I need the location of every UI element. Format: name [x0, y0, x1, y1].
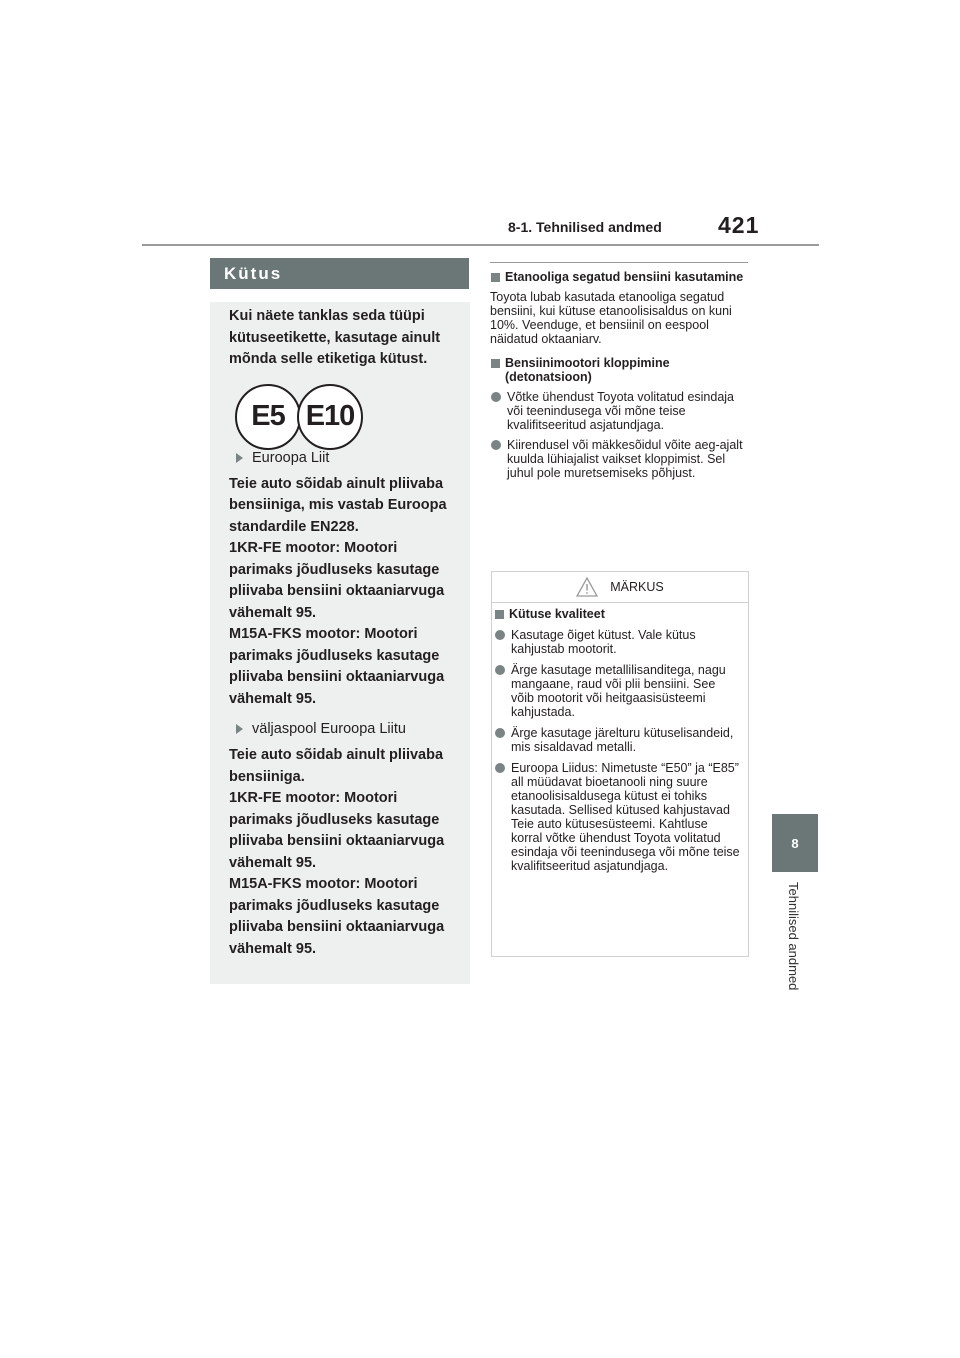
knocking-heading — [490, 356, 749, 384]
notice-heading-text: Kütuse kvaliteet — [509, 607, 605, 621]
fuel-labels — [235, 384, 458, 450]
fuel-section-header: Kütus — [210, 258, 469, 289]
ethanol-heading — [490, 270, 749, 284]
chapter-tab-number: 8 — [772, 814, 818, 872]
non-eu-paragraph: 1KR-FE mootor: Mootori parimaks jõudluseks kasutage pliivaba bensiini oktaaniarvuga vähemalt 95. — [229, 790, 445, 871]
notice-bullet — [494, 726, 740, 754]
round-bullet-icon — [495, 630, 505, 640]
triangle-bullet-icon — [236, 724, 243, 734]
region-label: Euroopa Liit — [252, 449, 330, 466]
eu-paragraph: Teie auto sõidab ainult pliivaba bensiiniga, mis vastab Euroopa standardile EN228. — [229, 475, 447, 535]
round-bullet-icon — [495, 665, 505, 675]
fuel-info-box — [210, 302, 470, 984]
notice-bullet-text: Ärge kasutage metallilisanditega, nagu mangaane, raud või plii bensiini. See võib mootorit või heitgaasisüsteemi kahjustada. — [511, 663, 726, 719]
fuel-label-e10-icon: E10 — [297, 384, 363, 450]
round-bullet-icon — [491, 440, 501, 450]
knocking-bullet-text: Võtke ühendust Toyota volitatud esindaja või teenindusega või mõne teise kvalifitseeritud asjatundjaga. — [507, 390, 735, 432]
notice-bullet — [494, 663, 740, 719]
square-bullet-icon — [491, 273, 500, 282]
ethanol-text: Toyota lubab kasutada etanooliga segatud bensiini, kui kütuse etanoolisisaldus on kuni 10%. Veenduge, et bensiinil on eespool näidatud oktaaniarv. — [490, 290, 732, 346]
triangle-bullet-icon — [236, 453, 243, 463]
region-label: väljaspool Euroopa Liitu — [252, 721, 406, 737]
fuel-label-e5-icon: E5 — [235, 384, 301, 450]
warning-triangle-icon — [576, 577, 598, 597]
notice-bullet-text: Euroopa Liidus: Nimetuste “E50” ja “E85” all müüdavat bioetanooli ning suure etanoolisisaldusega kütust ei tohiks kasutada. Sellised kütused kahjustavad Teie auto kütusesüsteemi. Kahtluse korral võtke ühendust Toyota volitatud esindaja või teenindusega või mõne teise kvalifitseeritud asjatundjaga. — [511, 761, 740, 873]
knocking-heading-text: Bensiinimootori kloppimine (detonatsioon) — [505, 356, 670, 384]
notice-title: MÄRKUS — [610, 580, 664, 594]
section-title: 8-1. Tehnilised andmed — [508, 219, 662, 235]
fuel-intro: Kui näete tanklas seda tüüpi kütuseetikette, kasutage ainult mõnda selle etiketiga kütust. — [229, 308, 441, 367]
notice-bullet — [494, 761, 740, 873]
eu-paragraph: M15A-FKS mootor: Mootori parimaks jõudluseks kasutage pliivaba bensiini oktaaniarvuga vähemalt 95. — [229, 626, 445, 707]
round-bullet-icon — [495, 728, 505, 738]
notice-bullet-text: Ärge kasutage järelturu kütuselisandeid, mis sisaldavad metalli. — [511, 726, 734, 754]
round-bullet-icon — [495, 763, 505, 773]
right-column — [490, 262, 749, 480]
knocking-bullet — [490, 390, 749, 432]
notice-bullet-text: Kasutage õiget kütust. Vale kütus kahjustab mootorit. — [511, 628, 696, 656]
notice-bullet — [494, 628, 740, 656]
ethanol-heading-text: Etanooliga segatud bensiini kasutamine — [505, 270, 744, 284]
region-eu — [236, 450, 458, 466]
eu-paragraph: 1KR-FE mootor: Mootori parimaks jõudluseks kasutage pliivaba bensiini oktaaniarvuga vähemalt 95. — [229, 540, 445, 621]
notice-box — [491, 571, 749, 957]
region-non-eu — [236, 721, 458, 737]
page-number: 421 — [718, 212, 760, 238]
chapter-tab-label — [772, 882, 818, 1016]
knocking-bullet — [490, 438, 749, 480]
notice-heading — [494, 607, 740, 621]
header-divider — [142, 244, 819, 246]
knocking-bullet-text: Kiirendusel või mäkkesõidul võite aeg-ajalt kuulda lühiajalist vaikset kloppimist. Sel juhul pole muretsemiseks põhjust. — [507, 438, 743, 480]
square-bullet-icon — [491, 359, 500, 368]
round-bullet-icon — [491, 392, 501, 402]
notice-body — [492, 603, 748, 873]
non-eu-paragraph: Teie auto sõidab ainult pliivaba bensiiniga. — [229, 747, 444, 785]
non-eu-paragraph: M15A-FKS mootor: Mootori parimaks jõudluseks kasutage pliivaba bensiini oktaaniarvuga vähemalt 95. — [229, 876, 445, 957]
notice-header — [492, 572, 748, 603]
square-bullet-icon — [495, 610, 504, 619]
chapter-tab-label-text: Tehnilised andmed — [786, 882, 801, 991]
column-divider — [490, 262, 748, 263]
